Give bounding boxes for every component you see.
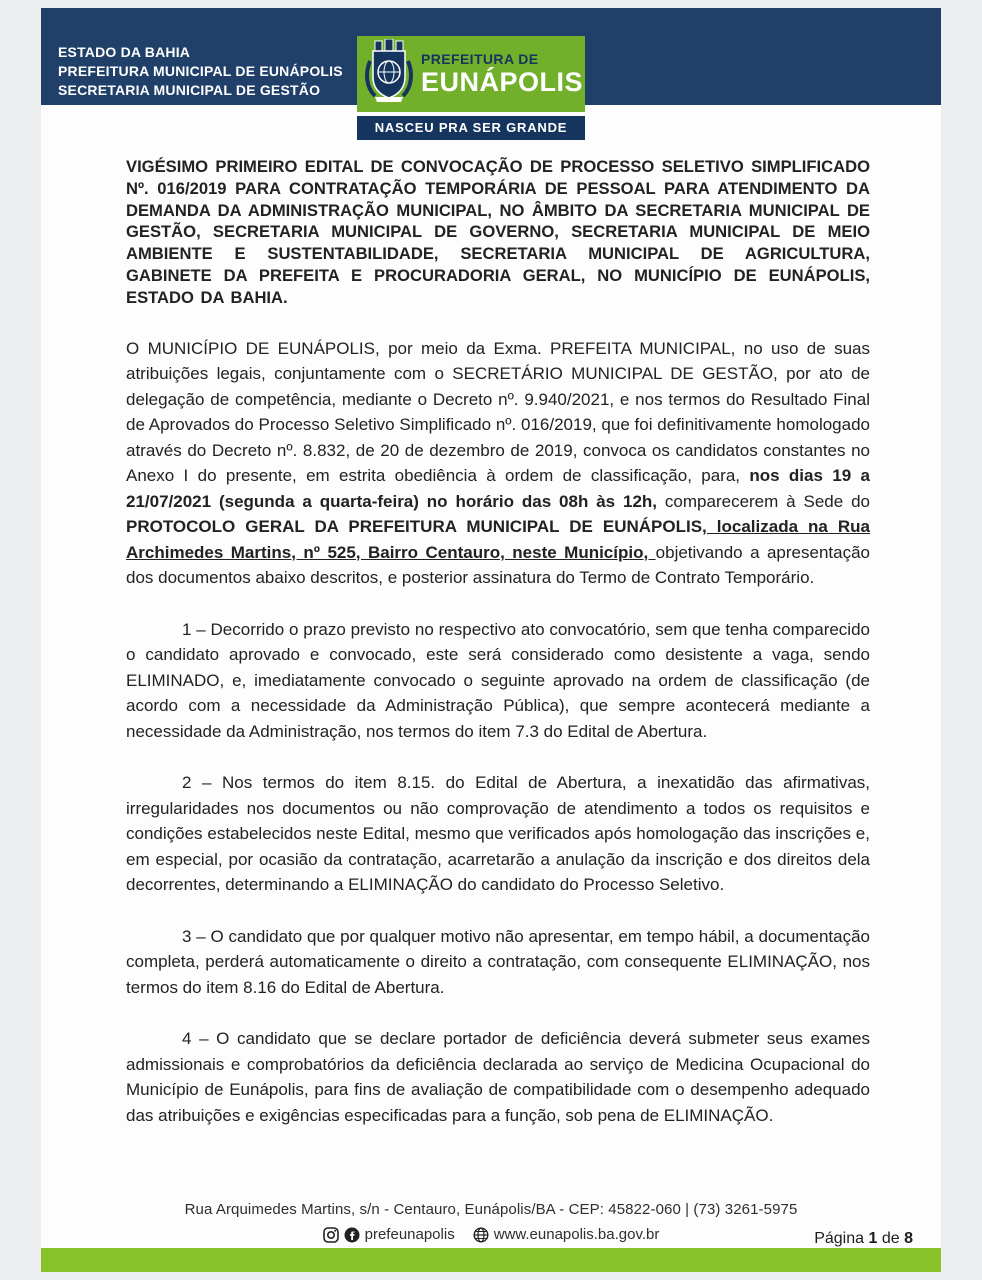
- page-indicator: [814, 1230, 913, 1248]
- footer-green-bar: [41, 1248, 941, 1272]
- footer-social-line: [41, 1226, 941, 1243]
- globe-icon: [473, 1227, 489, 1243]
- logo-line2: EUNÁPOLIS: [421, 67, 584, 97]
- org-line: ESTADO DA BAHIA: [58, 44, 191, 60]
- numbered-item: 3 – O candidato que por qualquer motivo não apresentar, em tempo hábil, a documentação completa, perderá automaticamente o direito a contratação, com consequente ELIMINAÇÃO, nos termos do item 8.16 do Edital de Abertura.: [126, 926, 870, 997]
- document-body: [126, 156, 870, 1154]
- document-page: [41, 8, 941, 1272]
- page-connector: de: [881, 1230, 900, 1247]
- intro-segment: nos dias 19 a 21/07/2021 (segunda a quarta-feira) no horário das 08h às 12h,: [126, 466, 870, 511]
- org-line: PREFEITURA MUNICIPAL DE EUNÁPOLIS: [58, 63, 343, 79]
- intro-segment: objetivando a apresentação dos documentos abaixo descritos, e posterior assinatura do Termo de Contrato Temporário.: [126, 542, 870, 588]
- intro-segment: comparecerem à Sede do: [657, 491, 870, 511]
- logo-line1: PREFEITURA DE: [421, 51, 539, 67]
- numbered-item: 4 – O candidato que se declare portador de deficiência deverá submeter seus exames admissionais e comprobatórios da deficiência declarada ao serviço de Medicina Ocupacional do Município de Eunápolis, para fins de avaliação de compatibilidade com o desempenho adequado das atribuições e exigências especificadas para a função, sob pena de ELIMINAÇÃO.: [126, 1029, 870, 1125]
- numbered-item: 2 – Nos termos do item 8.15. do Edital de Abertura, a inexatidão das afirmativas, irregularidades nos documentos ou não comprovação de atendimento a todos os requisitos e condições estabelecidos neste Edital, mesmo que verificados após homologação das inscrições e, em especial, por ocasião da contratação, acarretarão a anulação da inscrição e dos direitos dela decorrentes, determinando a ELIMINAÇÃO do candidato do Processo Seletivo.: [126, 773, 870, 895]
- intro-segment: O MUNICÍPIO DE EUNÁPOLIS, por meio da Exma. PREFEITA MUNICIPAL, no uso de suas atribuições legais, conjuntamente com o SECRETÁRIO MUNICIPAL DE GESTÃO, por ato de delegação de competência, mediante o Decreto nº. 9.940/2021, e nos termos do Resultado Final de Aprovados do Processo Seletivo Simplificado nº. 016/2019, que foi definitivamente homologado através do Decreto nº. 8.832, de 20 de dezembro de 2019, convoca os candidatos constantes no Anexo I do presente, em estrita obediência à ordem de classificação, para,: [126, 338, 870, 486]
- org-line: SECRETARIA MUNICIPAL DE GESTÃO: [58, 82, 321, 98]
- coat-of-arms-icon: [363, 39, 415, 110]
- page-number: 1: [868, 1230, 878, 1247]
- intro-paragraph: [126, 336, 870, 591]
- page-label: Página: [814, 1230, 865, 1247]
- logo-text: [421, 52, 583, 96]
- document-title: VIGÉSIMO PRIMEIRO EDITAL DE CONVOCAÇÃO DE PROCESSO SELETIVO SIMPLIFICADO Nº. 016/2019 PARA CONTRATAÇÃO TEMPORÁRIA DE PESSOAL PARA ATENDIMENTO DA DEMANDA DA ADMINISTRAÇÃO MUNICIPAL, NO ÂMBITO DA SECRETARIA MUNICIPAL DE GESTÃO, SECRETARIA MUNICIPAL DE GOVERNO, SECRETARIA MUNICIPAL DE MEIO AMBIENTE E SUSTENTABILIDADE, SECRETARIA MUNICIPAL DE AGRICULTURA, GABINETE DA PREFEITA E PROCURADORIA GERAL, NO MUNICÍPIO DE EUNÁPOLIS, ESTADO DA BAHIA.: [126, 157, 870, 307]
- intro-segment: , localizada na Rua Archimedes Martins, nº 525, Bairro Centauro, neste Município,: [126, 517, 870, 562]
- website-url: www.eunapolis.ba.gov.br: [493, 1226, 660, 1243]
- org-lines: [58, 43, 343, 100]
- numbered-item: 1 – Decorrido o prazo previsto no respectivo ato convocatório, sem que tenha comparecido o candidato aprovado e convocado, este será considerado como desistente a vaga, sendo ELIMINADO, e, imediatamente convocado o seguinte aprovado na ordem de classificação (de acordo com a necessidade da Administração Pública), que sempre acontecerá mediante a necessidade da Administração, nos termos do item 7.3 do Edital de Abertura.: [126, 619, 870, 741]
- instagram-icon: [323, 1227, 339, 1243]
- social-handle: prefeunapolis: [364, 1226, 455, 1243]
- logo-tagline: NASCEU PRA SER GRANDE: [357, 116, 585, 140]
- page-total: 8: [904, 1230, 913, 1247]
- facebook-icon: [344, 1227, 360, 1243]
- footer-address: Rua Arquimedes Martins, s/n - Centauro, Eunápolis/BA - CEP: 45822-060 | (73) 3261-5975: [184, 1201, 798, 1218]
- logo-badge: [357, 36, 585, 112]
- numbered-items: [126, 617, 870, 1129]
- intro-segment: PROTOCOLO GERAL DA PREFEITURA MUNICIPAL DE EUNÁPOLIS: [126, 517, 703, 537]
- city-logo: [357, 36, 585, 140]
